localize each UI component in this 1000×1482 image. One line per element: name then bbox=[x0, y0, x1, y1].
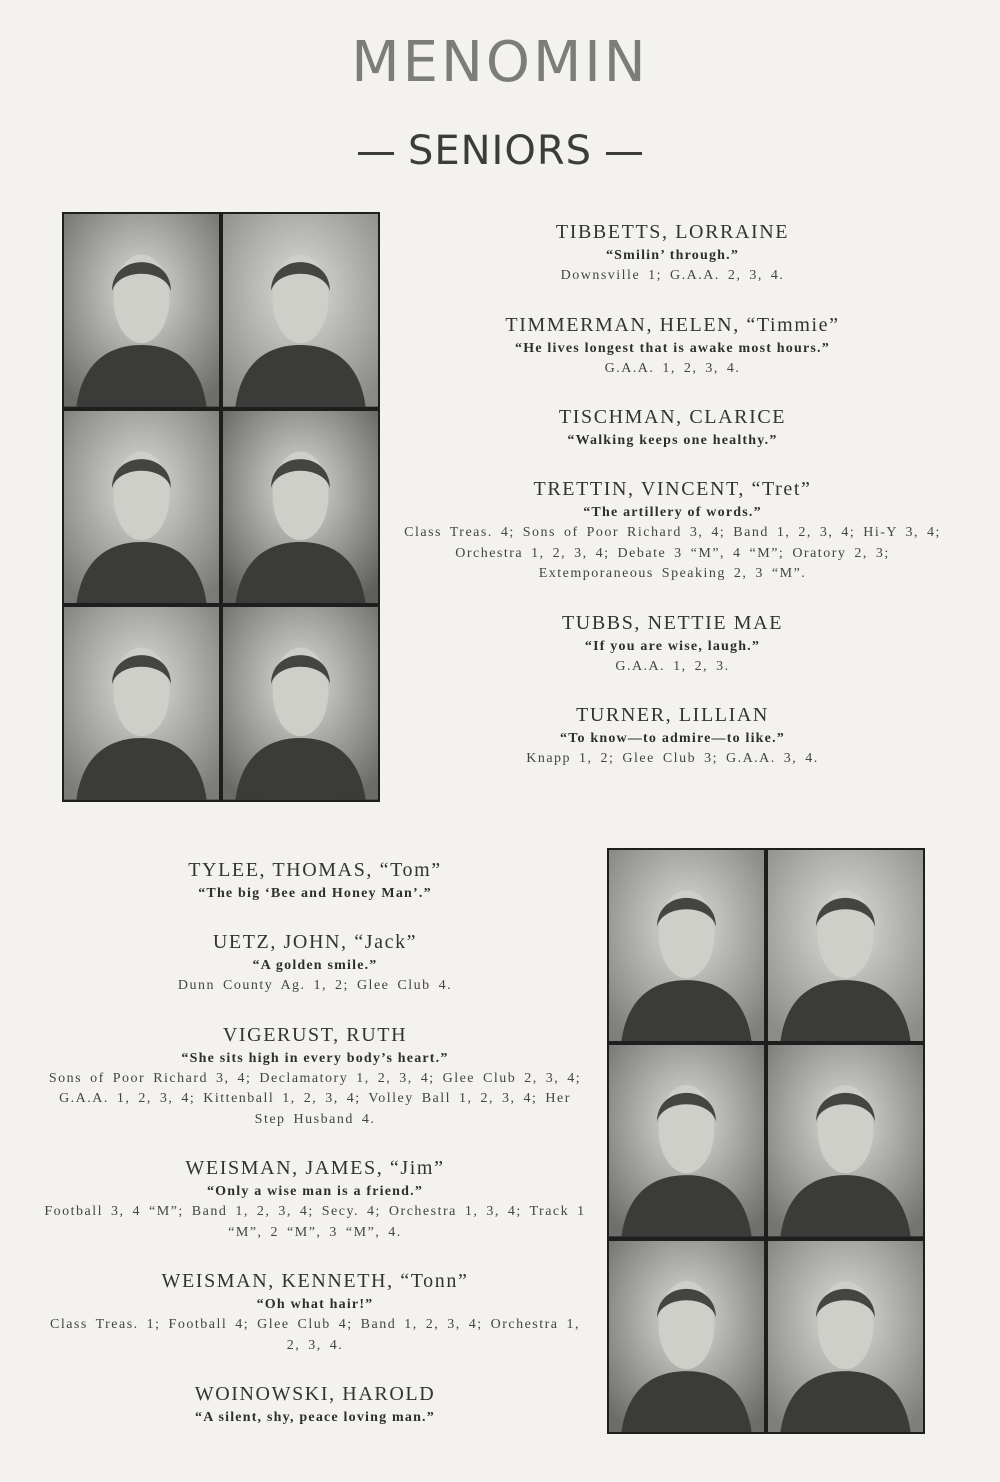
senior-motto: “The big ‘Bee and Honey Man’.” bbox=[198, 886, 432, 901]
senior-entry bbox=[395, 405, 950, 451]
senior-entry bbox=[40, 858, 590, 904]
senior-name: WEISMAN, JAMES, “Jim” bbox=[185, 1157, 445, 1179]
portrait-photo bbox=[768, 1045, 923, 1236]
portrait-icon bbox=[768, 1045, 923, 1236]
senior-motto: “A silent, shy, peace loving man.” bbox=[195, 1410, 435, 1425]
senior-name: WOINOWSKI, HAROLD bbox=[194, 1383, 436, 1405]
senior-entry bbox=[40, 930, 590, 997]
senior-activities: Sons of Poor Richard 3, 4; Declamatory 1, 2, 3, 4; Glee Club 2, 3, 4; G.A.A. 1, 2, 3, 4; Kittenball 1, 2, 3, 4; Volley Ball 1, 2, 3, 4; Her Step Husband 4. bbox=[48, 1070, 582, 1127]
senior-motto: “Walking keeps one healthy.” bbox=[567, 433, 778, 448]
portrait-icon bbox=[768, 1241, 923, 1432]
senior-activities: Knapp 1, 2; Glee Club 3; G.A.A. 3, 4. bbox=[526, 751, 819, 766]
senior-name: TUBBS, NETTIE MAE bbox=[561, 611, 784, 634]
portrait-icon bbox=[64, 214, 219, 407]
senior-name: TYLEE, THOMAS, “Tom” bbox=[188, 859, 442, 881]
portrait-icon bbox=[768, 850, 923, 1041]
section-title bbox=[0, 128, 1000, 174]
senior-name: TURNER, LILLIAN bbox=[576, 704, 769, 726]
senior-motto: “He lives longest that is awake most hours.” bbox=[515, 340, 830, 356]
portrait-grid-bottom bbox=[607, 848, 925, 1434]
portrait-icon bbox=[223, 214, 378, 407]
senior-entry bbox=[395, 477, 950, 585]
senior-entry bbox=[395, 611, 950, 678]
senior-name: TISCHMAN, CLARICE bbox=[558, 406, 787, 428]
senior-name: WEISMAN, KENNETH, “Tonn” bbox=[161, 1270, 469, 1292]
senior-motto: “Oh what hair!” bbox=[256, 1297, 374, 1312]
portrait-photo bbox=[768, 850, 923, 1041]
senior-entry bbox=[395, 703, 950, 770]
senior-motto: “A golden smile.” bbox=[252, 958, 378, 973]
portrait-icon bbox=[223, 607, 378, 800]
senior-entry bbox=[395, 313, 950, 380]
senior-motto: “Smilin’ through.” bbox=[605, 248, 740, 263]
senior-activities: Downsville 1; G.A.A. 2, 3, 4. bbox=[560, 268, 785, 283]
portrait-photo bbox=[609, 1045, 764, 1236]
portrait-icon bbox=[64, 411, 219, 604]
portrait-icon bbox=[609, 850, 764, 1041]
senior-name: TIBBETTS, LORRAINE bbox=[555, 221, 790, 243]
senior-entry bbox=[40, 1023, 590, 1131]
portrait-photo bbox=[768, 1241, 923, 1432]
senior-motto: “To know—to admire—to like.” bbox=[560, 731, 785, 746]
senior-entry bbox=[40, 1156, 590, 1243]
senior-activities: Class Treas. 4; Sons of Poor Richard 3, 4; Band 1, 2, 3, 4; Hi-Y 3, 4; Orchestra 1, 2, 3, 4; Debate 3 “M”, 4 “M”; Oratory 2, 3; Extemporaneous Speaking 2, 3 “M”. bbox=[404, 525, 941, 581]
portrait-photo bbox=[223, 411, 378, 604]
portrait-photo bbox=[64, 214, 219, 407]
portrait-photo bbox=[609, 1241, 764, 1432]
portrait-icon bbox=[64, 607, 219, 800]
senior-activities: Class Treas. 1; Football 4; Glee Club 4; Band 1, 2, 3, 4; Orchestra 1, 2, 3, 4. bbox=[49, 1317, 581, 1353]
senior-activities: G.A.A. 1, 2, 3. bbox=[615, 658, 730, 674]
senior-list-top bbox=[395, 220, 950, 796]
portrait-icon bbox=[223, 411, 378, 604]
portrait-grid-top bbox=[62, 212, 380, 802]
section-label: SENIORS bbox=[407, 128, 593, 174]
senior-motto: “She sits high in every body’s heart.” bbox=[181, 1050, 449, 1066]
senior-activities: G.A.A. 1, 2, 3, 4. bbox=[604, 360, 741, 376]
portrait-icon bbox=[609, 1241, 764, 1432]
portrait-photo bbox=[64, 607, 219, 800]
senior-list-bottom bbox=[40, 858, 590, 1454]
senior-motto: “The artillery of words.” bbox=[583, 505, 762, 520]
dash-right bbox=[606, 152, 642, 155]
senior-name: TIMMERMAN, HELEN, “Timmie” bbox=[505, 313, 840, 336]
senior-name: VIGERUST, RUTH bbox=[222, 1023, 408, 1046]
portrait-photo bbox=[609, 850, 764, 1041]
portrait-photo bbox=[64, 411, 219, 604]
senior-entry bbox=[395, 220, 950, 287]
senior-name: TRETTIN, VINCENT, “Tret” bbox=[533, 478, 812, 500]
portrait-icon bbox=[609, 1045, 764, 1236]
senior-activities: Football 3, 4 “M”; Band 1, 2, 3, 4; Secy. 4; Orchestra 1, 3, 4; Track 1 “M”, 2 “M”, 3 “M”, 4. bbox=[44, 1204, 586, 1240]
senior-motto: “If you are wise, laugh.” bbox=[584, 638, 761, 654]
senior-motto: “Only a wise man is a friend.” bbox=[206, 1184, 424, 1199]
dash-left bbox=[358, 152, 394, 155]
senior-activities: Dunn County Ag. 1, 2; Glee Club 4. bbox=[177, 978, 453, 993]
page-title: MENOMIN bbox=[351, 30, 649, 95]
senior-entry bbox=[40, 1269, 590, 1356]
portrait-photo bbox=[223, 214, 378, 407]
senior-entry bbox=[40, 1382, 590, 1428]
portrait-photo bbox=[223, 607, 378, 800]
senior-name: UETZ, JOHN, “Jack” bbox=[212, 931, 418, 953]
